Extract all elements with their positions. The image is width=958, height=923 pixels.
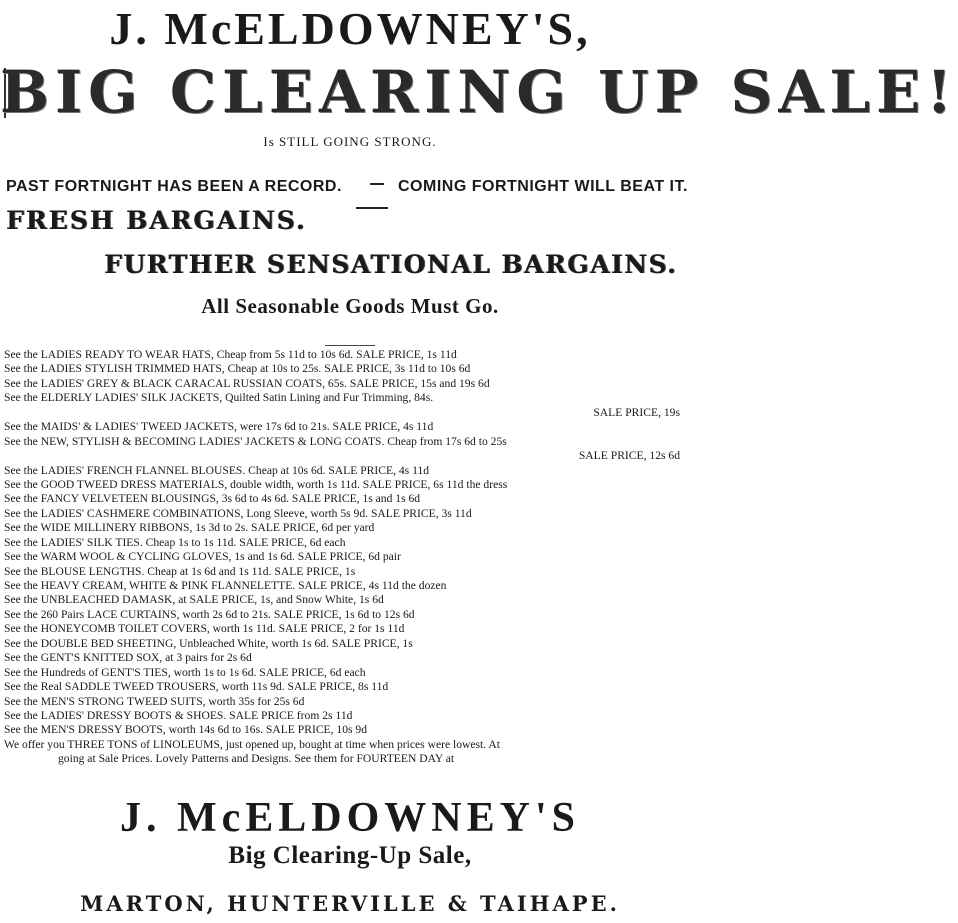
divider-rule xyxy=(325,345,375,346)
list-item-price: SALE PRICE, 19s xyxy=(593,405,680,419)
list-item: See the DOUBLE BED SHEETING, Unbleached White, worth 1s 6d. SALE PRICE, 1s xyxy=(4,636,413,650)
list-item: See the HONEYCOMB TOILET COVERS, worth 1s 11d. SALE PRICE, 2 for 1s 11d xyxy=(4,622,405,636)
list-item: See the UNBLEACHED DAMASK, at SALE PRICE, 1s, and Snow White, 1s 6d xyxy=(4,593,384,607)
footer-towns: MARTON, HUNTERVILLE & TAIHAPE. xyxy=(80,891,620,916)
divider-rule xyxy=(370,183,384,185)
footer-advertiser-name: J. McELDOWNEY'S xyxy=(119,795,580,841)
list-item: See the WIDE MILLINERY RIBBONS, 1s 3d to 2s. SALE PRICE, 6d per yard xyxy=(4,521,375,535)
past-fortnight-text: PAST FORTNIGHT HAS BEEN A RECORD. xyxy=(6,178,342,195)
sale-headline: BIG CLEARING UP SALE! xyxy=(0,58,958,126)
bargain-list xyxy=(4,348,700,767)
list-item: We offer you THREE TONS of LINOLEUMS, just opened up, bought at time when prices were lowest. At xyxy=(4,737,501,751)
list-item: See the HEAVY CREAM, WHITE & PINK FLANNELETTE. SALE PRICE, 4s 11d the dozen xyxy=(4,579,447,592)
list-item: See the GENT'S KNITTED SOX, at 3 pairs for 2s 6d xyxy=(4,651,252,665)
list-item: See the 260 Pairs LACE CURTAINS, worth 2s 6d to 21s. SALE PRICE, 1s 6d to 12s 6d xyxy=(4,607,415,621)
list-item: See the LADIES' SILK TIES. Cheap 1s to 1s 11d. SALE PRICE, 6d each xyxy=(4,535,346,549)
fresh-bargains-heading: FRESH BARGAINS. xyxy=(6,206,307,235)
list-item: See the GOOD TWEED DRESS MATERIALS, double width, worth 1s 11d. SALE PRICE, 6s 11d the dress xyxy=(4,477,508,491)
list-item: See the LADIES' DRESSY BOOTS & SHOES. SALE PRICE from 2s 11d xyxy=(4,708,353,722)
list-item: See the LADIES' FRENCH FLANNEL BLOUSES. Cheap at 10s 6d. SALE PRICE, 4s 11d xyxy=(4,463,430,477)
coming-fortnight-text: COMING FORTNIGHT WILL BEAT IT. xyxy=(398,178,688,195)
list-item: See the LADIES STYLISH TRIMMED HATS, Cheap at 10s to 25s. SALE PRICE, 3s 11d to 10s 6d xyxy=(4,362,471,376)
list-item: See the NEW, STYLISH & BECOMING LADIES' JACKETS & LONG COATS. Cheap from 17s 6d to 25s xyxy=(4,434,507,448)
advertiser-name: J. McELDOWNEY'S, xyxy=(109,3,591,54)
further-bargains-heading: FURTHER SENSATIONAL BARGAINS. xyxy=(104,250,678,279)
list-item: See the Real SADDLE TWEED TROUSERS, worth 11s 9d. SALE PRICE, 8s 11d xyxy=(4,680,389,694)
footer-sale-title: Big Clearing-Up Sale, xyxy=(228,842,472,869)
list-item: See the LADIES READY TO WEAR HATS, Cheap from 5s 11d to 10s 6d. SALE PRICE, 1s 11d xyxy=(4,348,457,361)
list-item: See the MEN'S STRONG TWEED SUITS, worth 35s for 25s 6d xyxy=(4,694,305,708)
list-item: See the LADIES' CASHMERE COMBINATIONS, Long Sleeve, worth 5s 9d. SALE PRICE, 3s 11d xyxy=(4,506,472,520)
divider-rule xyxy=(356,207,388,209)
seasonable-goods-heading: All Seasonable Goods Must Go. xyxy=(201,294,499,318)
list-item: See the LADIES' GREY & BLACK CARACAL RUSSIAN COATS, 65s. SALE PRICE, 15s and 19s 6d xyxy=(4,376,490,390)
list-item: See the Hundreds of GENT'S TIES, worth 1s to 1s 6d. SALE PRICE, 6d each xyxy=(4,665,366,679)
list-item: See the WARM WOOL & CYCLING GLOVES, 1s and 1s 6d. SALE PRICE, 6d pair xyxy=(4,550,401,564)
list-item: See the BLOUSE LENGTHS. Cheap at 1s 6d and 1s 11d. SALE PRICE, 1s xyxy=(4,564,356,578)
list-item: See the FANCY VELVETEEN BLOUSINGS, 3s 6d to 4s 6d. SALE PRICE, 1s and 1s 6d xyxy=(4,492,421,506)
list-item-price: SALE PRICE, 12s 6d xyxy=(578,449,680,463)
list-item: See the MAIDS' & LADIES' TWEED JACKETS, were 17s 6d to 21s. SALE PRICE, 4s 11d xyxy=(4,420,434,434)
list-item: See the ELDERLY LADIES' SILK JACKETS, Quilted Satin Lining and Fur Trimming, 84s. xyxy=(4,391,434,405)
list-item: going at Sale Prices. Lovely Patterns and Designs. See them for FOURTEEN DAY at xyxy=(58,752,455,766)
sale-subline: Is STILL GOING STRONG. xyxy=(263,134,437,149)
list-item: See the MEN'S DRESSY BOOTS, worth 14s 6d to 16s. SALE PRICE, 10s 9d xyxy=(4,723,368,737)
